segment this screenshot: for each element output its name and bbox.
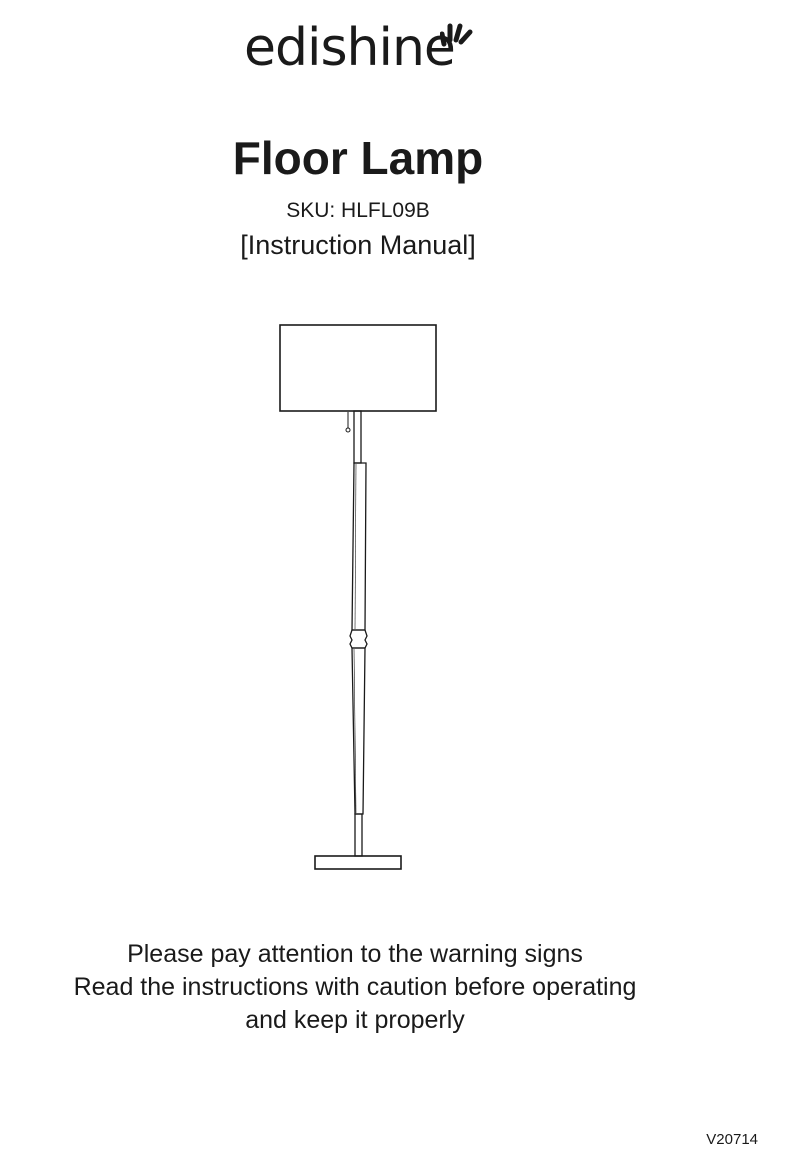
- column-joint: [350, 630, 367, 648]
- product-sku: SKU: HLFL09B: [286, 199, 430, 222]
- warning-notice: [0, 938, 710, 1037]
- brand-logo: [244, 14, 474, 84]
- lower-column: [352, 648, 365, 814]
- warning-line: Please pay attention to the warning signs: [127, 940, 583, 968]
- brand-name: edishine: [244, 18, 455, 78]
- warning-line: and keep it properly: [245, 1006, 465, 1034]
- upper-rod: [354, 411, 361, 463]
- pull-chain-knob: [346, 428, 350, 432]
- sun-rays-icon: [440, 18, 474, 48]
- lampshade: [280, 325, 436, 411]
- page-title: Floor Lamp: [232, 132, 484, 184]
- warning-line: Read the instructions with caution before operating: [73, 973, 637, 1001]
- upper-column: [352, 463, 366, 630]
- lower-rod: [355, 814, 362, 856]
- document-type-label: [Instruction Manual]: [240, 230, 476, 260]
- lamp-base: [315, 856, 401, 869]
- version-code: V20714: [706, 1131, 758, 1148]
- floor-lamp-illustration: [270, 318, 450, 878]
